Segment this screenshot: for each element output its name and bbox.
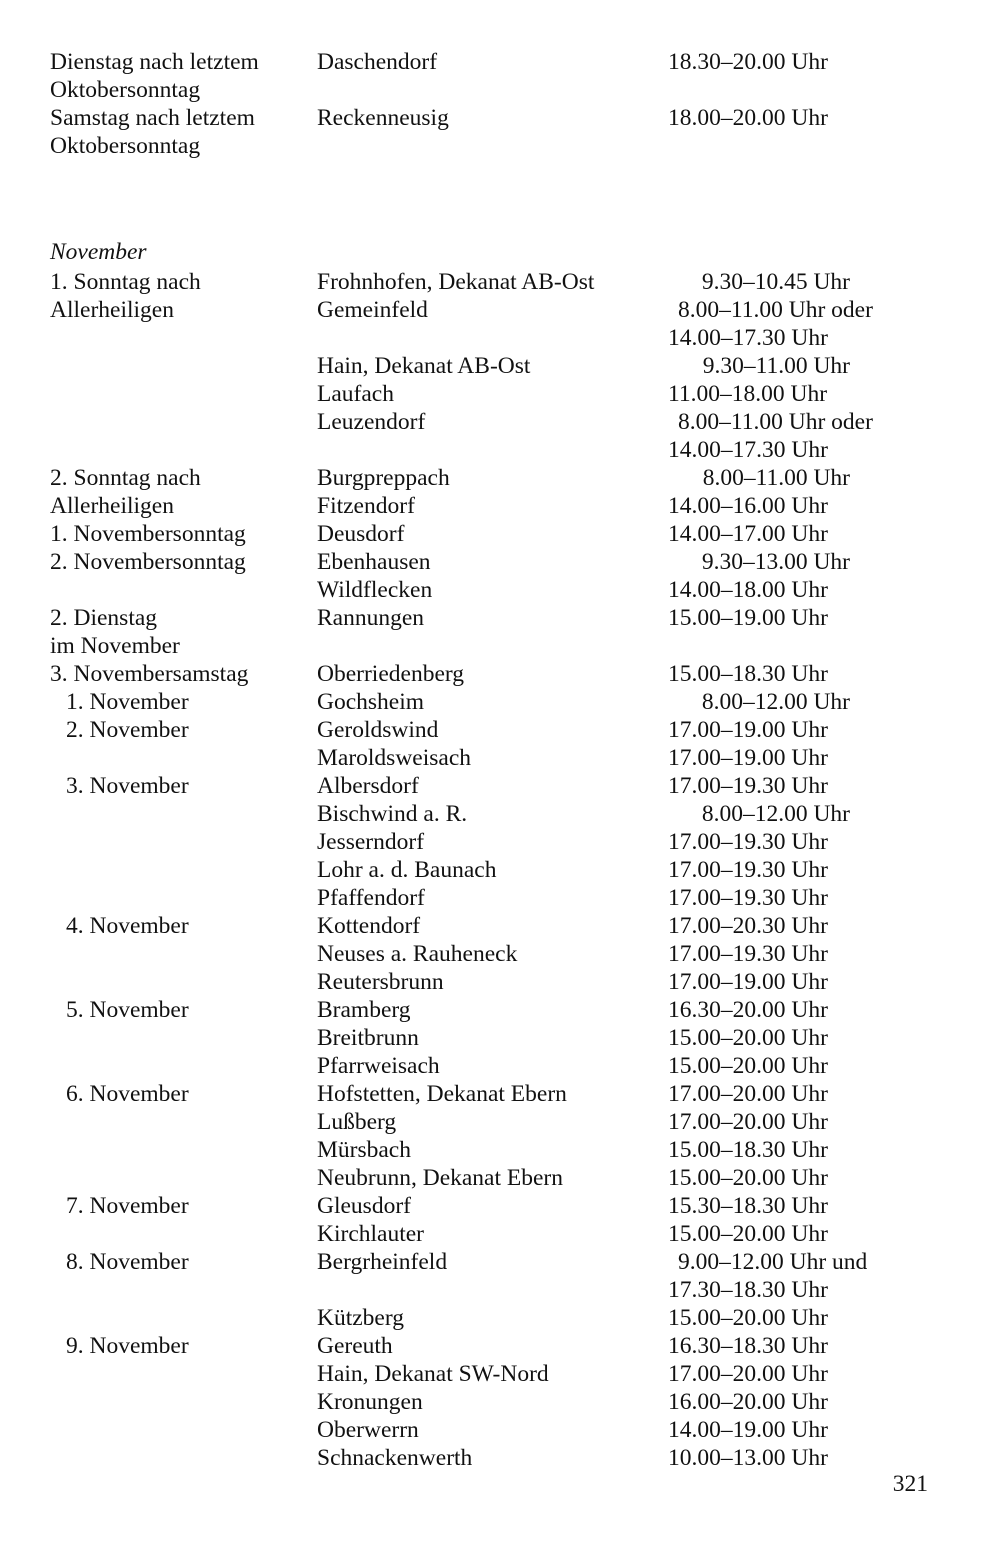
list-item: [0, 828, 1000, 856]
date-cell: 1. November: [66, 689, 189, 715]
time-cell: 8.00–11.00 Uhr oder: [678, 409, 873, 435]
list-item: [0, 1052, 1000, 1080]
list-item: [0, 968, 1000, 996]
time-cell: 15.00–20.00 Uhr: [668, 1025, 828, 1051]
list-item: [0, 772, 1000, 800]
section-spacer: [0, 160, 1000, 228]
place-cell: Daschendorf: [317, 49, 438, 75]
page-number: 321: [892, 1471, 928, 1497]
list-item: [0, 1416, 1000, 1444]
time-cell: 15.00–18.30 Uhr: [668, 1137, 828, 1163]
time-cell: 16.30–20.00 Uhr: [668, 997, 828, 1023]
time-cell: 17.00–19.00 Uhr: [668, 745, 828, 771]
list-item: [0, 856, 1000, 884]
date-cell: 6. November: [66, 1081, 189, 1107]
list-item: [0, 76, 1000, 104]
date-cell: 3. Novembersamstag: [50, 661, 249, 687]
list-item: [0, 48, 1000, 76]
place-cell: Jesserndorf: [317, 829, 425, 855]
place-cell: Hofstetten, Dekanat Ebern: [317, 1081, 567, 1107]
place-cell: Kottendorf: [317, 913, 421, 939]
place-cell: Pfaffendorf: [317, 885, 425, 911]
place-cell: Albersdorf: [317, 773, 419, 799]
time-cell: 15.00–19.00 Uhr: [668, 605, 828, 631]
place-cell: Hain, Dekanat AB-Ost: [317, 353, 531, 379]
place-cell: Neuses a. Rauheneck: [317, 941, 518, 967]
list-item: [0, 1192, 1000, 1220]
section-heading: [0, 228, 1000, 268]
date-cell: 2. November: [66, 717, 189, 743]
list-item: [0, 1276, 1000, 1304]
list-item: [0, 688, 1000, 716]
time-cell: 15.00–20.00 Uhr: [668, 1053, 828, 1079]
date-cell: 1. Novembersonntag: [50, 521, 246, 547]
time-cell: 18.00–20.00 Uhr: [668, 105, 828, 131]
time-cell: 17.00–19.30 Uhr: [668, 773, 828, 799]
list-item: [0, 660, 1000, 688]
time-cell: 17.00–19.30 Uhr: [668, 941, 828, 967]
list-item: [0, 912, 1000, 940]
place-cell: Pfarrweisach: [317, 1053, 440, 1079]
place-cell: Mürsbach: [317, 1137, 411, 1163]
list-item: [0, 520, 1000, 548]
schedule-list: [0, 48, 1000, 1472]
time-cell: 9.30–13.00 Uhr: [701, 549, 850, 575]
list-item: [0, 1108, 1000, 1136]
list-item: [0, 632, 1000, 660]
time-cell: 17.00–20.00 Uhr: [668, 1361, 828, 1387]
time-cell: 15.00–20.00 Uhr: [668, 1221, 828, 1247]
place-cell: Lußberg: [317, 1109, 397, 1135]
time-cell: 17.00–19.00 Uhr: [668, 717, 828, 743]
place-cell: Kronungen: [317, 1389, 423, 1415]
time-cell: 15.30–18.30 Uhr: [668, 1193, 828, 1219]
list-item: [0, 1136, 1000, 1164]
place-cell: Oberriedenberg: [317, 661, 465, 687]
date-cell: Dienstag nach letztem: [50, 49, 259, 75]
time-cell: 8.00–11.00 Uhr: [702, 465, 850, 491]
time-cell: 17.00–19.30 Uhr: [668, 857, 828, 883]
list-item: [0, 380, 1000, 408]
list-item: [0, 604, 1000, 632]
time-cell: 15.00–18.30 Uhr: [668, 661, 828, 687]
list-item: [0, 464, 1000, 492]
time-cell: 9.00–12.00 Uhr und: [678, 1249, 868, 1275]
time-cell: 14.00–17.00 Uhr: [668, 521, 828, 547]
place-cell: Deusdorf: [317, 521, 405, 547]
place-cell: Gleusdorf: [317, 1193, 411, 1219]
list-item: [0, 1164, 1000, 1192]
list-item: [0, 940, 1000, 968]
time-cell: 18.30–20.00 Uhr: [668, 49, 828, 75]
date-cell: 2. Novembersonntag: [50, 549, 246, 575]
time-cell: 8.00–12.00 Uhr: [701, 801, 850, 827]
place-cell: Kützberg: [317, 1305, 405, 1331]
place-cell: Schnackenwerth: [317, 1445, 473, 1471]
time-cell: 8.00–11.00 Uhr oder: [678, 297, 873, 323]
time-cell: 14.00–17.30 Uhr: [668, 437, 828, 463]
month-heading: November: [50, 239, 147, 265]
list-item: [0, 576, 1000, 604]
place-cell: Rannungen: [317, 605, 425, 631]
place-cell: Geroldswind: [317, 717, 439, 743]
date-cell: 1. Sonntag nach: [50, 269, 201, 295]
date-cell: 9. November: [66, 1333, 189, 1359]
list-item: [0, 744, 1000, 772]
place-cell: Maroldsweisach: [317, 745, 472, 771]
place-cell: Frohnhofen, Dekanat AB-Ost: [317, 269, 595, 295]
list-item: [0, 268, 1000, 296]
date-cell: 3. November: [66, 773, 189, 799]
date-cell: 4. November: [66, 913, 189, 939]
time-cell: 16.30–18.30 Uhr: [668, 1333, 828, 1359]
time-cell: 11.00–18.00 Uhr: [668, 381, 828, 407]
list-item: [0, 1248, 1000, 1276]
time-cell: 14.00–18.00 Uhr: [668, 577, 828, 603]
time-cell: 14.00–17.30 Uhr: [668, 325, 828, 351]
list-item: [0, 548, 1000, 576]
time-cell: 16.00–20.00 Uhr: [668, 1389, 828, 1415]
place-cell: Breitbrunn: [317, 1025, 419, 1051]
date-cell: Samstag nach letztem: [50, 105, 255, 131]
date-cell: 2. Dienstag: [50, 605, 158, 631]
time-cell: 10.00–13.00 Uhr: [668, 1445, 828, 1471]
place-cell: Reckenneusig: [317, 105, 449, 131]
place-cell: Wildflecken: [317, 577, 433, 603]
place-cell: Hain, Dekanat SW-Nord: [317, 1361, 549, 1387]
list-item: [0, 352, 1000, 380]
time-cell: 14.00–16.00 Uhr: [668, 493, 828, 519]
list-item: [0, 716, 1000, 744]
place-cell: Gochsheim: [317, 689, 425, 715]
date-cell: Allerheiligen: [50, 297, 174, 323]
time-cell: 17.00–19.30 Uhr: [668, 885, 828, 911]
time-cell: 15.00–20.00 Uhr: [668, 1305, 828, 1331]
list-item: [0, 104, 1000, 132]
place-cell: Laufach: [317, 381, 394, 407]
list-item: [0, 132, 1000, 160]
time-cell: 17.00–19.30 Uhr: [668, 829, 828, 855]
place-cell: Burgpreppach: [317, 465, 450, 491]
time-cell: 17.00–19.00 Uhr: [668, 969, 828, 995]
place-cell: Kirchlauter: [317, 1221, 425, 1247]
place-cell: Neubrunn, Dekanat Ebern: [317, 1165, 564, 1191]
date-cell: 8. November: [66, 1249, 189, 1275]
place-cell: Lohr a. d. Baunach: [317, 857, 497, 883]
time-cell: 17.00–20.00 Uhr: [668, 1109, 828, 1135]
place-cell: Fitzendorf: [317, 493, 415, 519]
time-cell: 15.00–20.00 Uhr: [668, 1165, 828, 1191]
list-item: [0, 436, 1000, 464]
time-cell: 17.30–18.30 Uhr: [668, 1277, 828, 1303]
time-cell: 17.00–20.00 Uhr: [668, 1081, 828, 1107]
list-item: [0, 324, 1000, 352]
list-item: [0, 1220, 1000, 1248]
date-cell: 2. Sonntag nach: [50, 465, 201, 491]
place-cell: Gereuth: [317, 1333, 393, 1359]
list-item: [0, 884, 1000, 912]
list-item: [0, 492, 1000, 520]
time-cell: 9.30–10.45 Uhr: [701, 269, 850, 295]
list-item: [0, 1304, 1000, 1332]
list-item: [0, 408, 1000, 436]
list-item: [0, 296, 1000, 324]
date-cell: im November: [50, 633, 180, 659]
list-item: [0, 800, 1000, 828]
place-cell: Bischwind a. R.: [317, 801, 468, 827]
list-item: [0, 1080, 1000, 1108]
place-cell: Gemeinfeld: [317, 297, 428, 323]
place-cell: Reutersbrunn: [317, 969, 444, 995]
date-cell: Allerheiligen: [50, 493, 174, 519]
date-cell: Oktobersonntag: [50, 133, 201, 159]
list-item: [0, 1332, 1000, 1360]
list-item: [0, 1360, 1000, 1388]
place-cell: Bergrheinfeld: [317, 1249, 448, 1275]
list-item: [0, 1024, 1000, 1052]
list-item: [0, 1388, 1000, 1416]
date-cell: Oktobersonntag: [50, 77, 201, 103]
date-cell: 5. November: [66, 997, 189, 1023]
time-cell: 9.30–11.00 Uhr: [702, 353, 850, 379]
list-item: [0, 996, 1000, 1024]
list-item: [0, 1444, 1000, 1472]
place-cell: Oberwerrn: [317, 1417, 419, 1443]
time-cell: 14.00–19.00 Uhr: [668, 1417, 828, 1443]
time-cell: 8.00–12.00 Uhr: [701, 689, 850, 715]
time-cell: 17.00–20.30 Uhr: [668, 913, 828, 939]
place-cell: Bramberg: [317, 997, 411, 1023]
place-cell: Ebenhausen: [317, 549, 431, 575]
place-cell: Leuzendorf: [317, 409, 426, 435]
date-cell: 7. November: [66, 1193, 189, 1219]
